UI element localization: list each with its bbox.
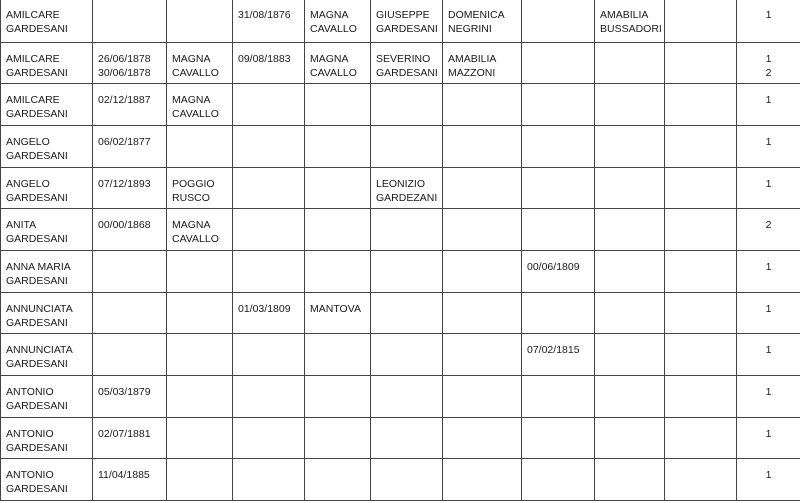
birth-date-cell xyxy=(93,334,167,376)
birth-place-cell: MAGNA CAVALLO xyxy=(167,84,233,126)
name-cell: ANGELO GARDESANI xyxy=(1,125,93,167)
father-cell: SEVERINO GARDESANI xyxy=(371,42,443,84)
extra-cell xyxy=(665,0,737,42)
count-cell: 1 xyxy=(737,376,800,418)
place-cell xyxy=(305,334,371,376)
table-row xyxy=(1,125,800,167)
birth-place-cell xyxy=(167,459,233,501)
table-row xyxy=(1,250,800,292)
table-row xyxy=(1,417,800,459)
birth-place-cell xyxy=(167,0,233,42)
count-cell: 1 xyxy=(737,292,800,334)
extra-cell xyxy=(665,250,737,292)
table-row xyxy=(1,334,800,376)
table-row xyxy=(1,459,800,501)
date-cell xyxy=(233,417,305,459)
date-2-cell xyxy=(522,0,595,42)
count-cell: 1 xyxy=(737,125,800,167)
spouse-cell xyxy=(595,376,665,418)
birth-date-cell: 26/06/1878 30/06/1878 xyxy=(93,42,167,84)
spouse-cell xyxy=(595,125,665,167)
table-row xyxy=(1,0,800,42)
father-cell xyxy=(371,125,443,167)
date-cell xyxy=(233,84,305,126)
date-cell xyxy=(233,209,305,251)
date-cell xyxy=(233,459,305,501)
name-cell: ANTONIO GARDESANI xyxy=(1,376,93,418)
spouse-cell xyxy=(595,84,665,126)
count-cell: 2 xyxy=(737,209,800,251)
date-cell: 31/08/1876 xyxy=(233,0,305,42)
father-cell xyxy=(371,459,443,501)
father-cell xyxy=(371,376,443,418)
register-body xyxy=(1,0,800,501)
count-cell: 1 xyxy=(737,0,800,42)
extra-cell xyxy=(665,167,737,209)
extra-cell xyxy=(665,84,737,126)
date-2-cell xyxy=(522,167,595,209)
table-row xyxy=(1,42,800,84)
count-cell: 1 xyxy=(737,459,800,501)
place-cell xyxy=(305,417,371,459)
spouse-cell xyxy=(595,334,665,376)
birth-date-cell xyxy=(93,292,167,334)
birth-place-cell xyxy=(167,417,233,459)
mother-cell xyxy=(443,125,522,167)
mother-cell xyxy=(443,209,522,251)
spouse-cell xyxy=(595,417,665,459)
father-cell: LEONIZIO GARDEZANI xyxy=(371,167,443,209)
date-2-cell xyxy=(522,417,595,459)
place-cell: MANTOVA xyxy=(305,292,371,334)
date-2-cell xyxy=(522,209,595,251)
extra-cell xyxy=(665,334,737,376)
mother-cell xyxy=(443,334,522,376)
father-cell: GIUSEPPE GARDESANI xyxy=(371,0,443,42)
spouse-cell xyxy=(595,167,665,209)
birth-date-cell: 02/12/1887 xyxy=(93,84,167,126)
table-row xyxy=(1,167,800,209)
birth-place-cell xyxy=(167,250,233,292)
mother-cell xyxy=(443,292,522,334)
birth-date-cell: 11/04/1885 xyxy=(93,459,167,501)
extra-cell xyxy=(665,292,737,334)
date-cell xyxy=(233,376,305,418)
extra-cell xyxy=(665,376,737,418)
count-cell: 1 xyxy=(737,167,800,209)
place-cell xyxy=(305,209,371,251)
name-cell: ANGELO GARDESANI xyxy=(1,167,93,209)
table-row xyxy=(1,209,800,251)
father-cell xyxy=(371,209,443,251)
birth-place-cell xyxy=(167,292,233,334)
name-cell: ANTONIO GARDESANI xyxy=(1,459,93,501)
place-cell xyxy=(305,376,371,418)
place-cell: MAGNA CAVALLO xyxy=(305,42,371,84)
spouse-cell xyxy=(595,292,665,334)
mother-cell xyxy=(443,459,522,501)
mother-cell: DOMENICA NEGRINI xyxy=(443,0,522,42)
table-row xyxy=(1,292,800,334)
name-cell: AMILCARE GARDESANI xyxy=(1,0,93,42)
mother-cell xyxy=(443,250,522,292)
mother-cell xyxy=(443,84,522,126)
mother-cell xyxy=(443,167,522,209)
place-cell xyxy=(305,459,371,501)
extra-cell xyxy=(665,459,737,501)
spouse-cell xyxy=(595,42,665,84)
date-2-cell xyxy=(522,125,595,167)
birth-place-cell: POGGIO RUSCO xyxy=(167,167,233,209)
date-cell xyxy=(233,167,305,209)
date-2-cell xyxy=(522,459,595,501)
place-cell xyxy=(305,84,371,126)
spouse-cell: AMABILIA BUSSADORI xyxy=(595,0,665,42)
birth-place-cell xyxy=(167,376,233,418)
place-cell xyxy=(305,167,371,209)
name-cell: ANNUNCIATA GARDESANI xyxy=(1,292,93,334)
table-row xyxy=(1,84,800,126)
birth-place-cell: MAGNA CAVALLO xyxy=(167,42,233,84)
father-cell xyxy=(371,250,443,292)
birth-place-cell xyxy=(167,334,233,376)
count-cell: 1 xyxy=(737,84,800,126)
father-cell xyxy=(371,84,443,126)
date-cell: 01/03/1809 xyxy=(233,292,305,334)
spouse-cell xyxy=(595,459,665,501)
mother-cell xyxy=(443,417,522,459)
birth-place-cell xyxy=(167,125,233,167)
date-cell xyxy=(233,250,305,292)
father-cell xyxy=(371,292,443,334)
birth-date-cell: 00/00/1868 xyxy=(93,209,167,251)
birth-date-cell xyxy=(93,250,167,292)
mother-cell: AMABILIA MAZZONI xyxy=(443,42,522,84)
place-cell xyxy=(305,250,371,292)
birth-date-cell: 07/12/1893 xyxy=(93,167,167,209)
name-cell: ANITA GARDESANI xyxy=(1,209,93,251)
extra-cell xyxy=(665,125,737,167)
count-cell: 1 2 xyxy=(737,42,800,84)
extra-cell xyxy=(665,209,737,251)
name-cell: AMILCARE GARDESANI xyxy=(1,42,93,84)
father-cell xyxy=(371,334,443,376)
spouse-cell xyxy=(595,250,665,292)
mother-cell xyxy=(443,376,522,418)
date-2-cell xyxy=(522,376,595,418)
extra-cell xyxy=(665,417,737,459)
spouse-cell xyxy=(595,209,665,251)
date-cell xyxy=(233,125,305,167)
date-2-cell xyxy=(522,42,595,84)
table-row xyxy=(1,376,800,418)
place-cell: MAGNA CAVALLO xyxy=(305,0,371,42)
count-cell: 1 xyxy=(737,250,800,292)
count-cell: 1 xyxy=(737,334,800,376)
birth-date-cell: 06/02/1877 xyxy=(93,125,167,167)
name-cell: ANTONIO GARDESANI xyxy=(1,417,93,459)
date-cell: 09/08/1883 xyxy=(233,42,305,84)
extra-cell xyxy=(665,42,737,84)
date-cell xyxy=(233,334,305,376)
place-cell xyxy=(305,125,371,167)
date-2-cell xyxy=(522,84,595,126)
count-cell: 1 xyxy=(737,417,800,459)
birth-date-cell: 02/07/1881 xyxy=(93,417,167,459)
date-2-cell xyxy=(522,292,595,334)
name-cell: AMILCARE GARDESANI xyxy=(1,84,93,126)
date-2-cell: 07/02/1815 xyxy=(522,334,595,376)
date-2-cell: 00/06/1809 xyxy=(522,250,595,292)
birth-place-cell: MAGNA CAVALLO xyxy=(167,209,233,251)
birth-date-cell xyxy=(93,0,167,42)
name-cell: ANNUNCIATA GARDESANI xyxy=(1,334,93,376)
birth-date-cell: 05/03/1879 xyxy=(93,376,167,418)
father-cell xyxy=(371,417,443,459)
name-cell: ANNA MARIA GARDESANI xyxy=(1,250,93,292)
